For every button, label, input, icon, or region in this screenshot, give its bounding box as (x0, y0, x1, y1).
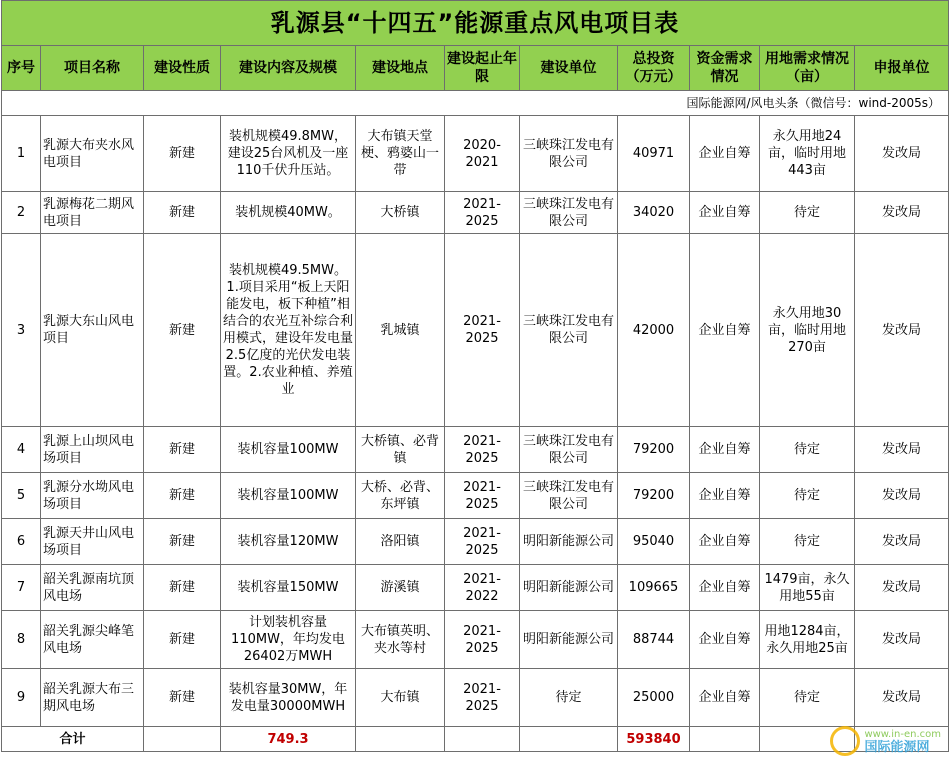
watermark-cn: 国际能源网 (864, 740, 930, 755)
table-title: 乳源县“十四五”能源重点风电项目表 (2, 1, 949, 46)
cell-name: 乳源分水坳风电场项目 (41, 473, 144, 519)
title-row (2, 1, 949, 46)
total-row (2, 727, 949, 752)
cell-land: 待定 (760, 669, 855, 727)
cell-land: 待定 (760, 427, 855, 473)
cell-unit: 三峡珠江发电有限公司 (520, 427, 618, 473)
cell-unit: 三峡珠江发电有限公司 (520, 192, 618, 234)
table-row (2, 669, 949, 727)
cell-period: 2021-2025 (445, 669, 520, 727)
cell-funding: 企业自筹 (690, 473, 760, 519)
cell-funding: 企业自筹 (690, 611, 760, 669)
sun-logo-icon (830, 726, 860, 756)
cell-investment: 79200 (618, 427, 690, 473)
cell-report: 发改局 (855, 519, 949, 565)
cell-seq: 4 (2, 427, 41, 473)
watermark-en: www.in-en.com (864, 729, 941, 740)
cell-land: 永久用地24亩，临时用地443亩 (760, 116, 855, 192)
table-row (2, 519, 949, 565)
cell-funding: 企业自筹 (690, 519, 760, 565)
cell-content: 装机规模49.8MW，建设25台风机及一座110千伏升压站。 (221, 116, 356, 192)
cell-seq: 2 (2, 192, 41, 234)
source-row (2, 91, 949, 116)
cell-nature: 新建 (144, 116, 221, 192)
cell-investment: 79200 (618, 473, 690, 519)
cell-nature: 新建 (144, 234, 221, 427)
cell-seq: 3 (2, 234, 41, 427)
cell-period: 2021-2025 (445, 473, 520, 519)
cell-name: 乳源大东山风电项目 (41, 234, 144, 427)
cell-location: 大布镇英明、夹水等村 (356, 611, 445, 669)
cell-nature: 新建 (144, 427, 221, 473)
cell-content: 计划装机容量110MW，年均发电26402万MWH (221, 611, 356, 669)
cell-content: 装机容量100MW (221, 427, 356, 473)
cell-unit: 明阳新能源公司 (520, 611, 618, 669)
cell-content: 装机容量150MW (221, 565, 356, 611)
table-row (2, 116, 949, 192)
header-unit: 建设单位 (520, 46, 618, 91)
source-note: 国际能源网/风电头条（微信号：wind-2005s） (2, 91, 949, 116)
cell-seq: 5 (2, 473, 41, 519)
header-location: 建设地点 (356, 46, 445, 91)
cell-unit: 明阳新能源公司 (520, 565, 618, 611)
cell-investment: 88744 (618, 611, 690, 669)
total-empty (690, 727, 760, 752)
cell-land: 1479亩，永久用地55亩 (760, 565, 855, 611)
total-empty (445, 727, 520, 752)
cell-unit: 明阳新能源公司 (520, 519, 618, 565)
cell-nature: 新建 (144, 519, 221, 565)
cell-land: 待定 (760, 192, 855, 234)
cell-seq: 8 (2, 611, 41, 669)
cell-seq: 9 (2, 669, 41, 727)
cell-location: 大桥镇、必背镇 (356, 427, 445, 473)
cell-unit: 待定 (520, 669, 618, 727)
header-content: 建设内容及规模 (221, 46, 356, 91)
cell-content: 装机规模40MW。 (221, 192, 356, 234)
cell-report: 发改局 (855, 427, 949, 473)
cell-location: 大布镇 (356, 669, 445, 727)
cell-content: 装机容量120MW (221, 519, 356, 565)
cell-unit: 三峡珠江发电有限公司 (520, 234, 618, 427)
watermark (830, 726, 941, 756)
cell-nature: 新建 (144, 192, 221, 234)
table-row (2, 565, 949, 611)
cell-name: 乳源天井山风电场项目 (41, 519, 144, 565)
cell-funding: 企业自筹 (690, 116, 760, 192)
cell-name: 韶关乳源南坑顶风电场 (41, 565, 144, 611)
header-period: 建设起止年限 (445, 46, 520, 91)
cell-location: 大桥镇 (356, 192, 445, 234)
cell-report: 发改局 (855, 234, 949, 427)
cell-report: 发改局 (855, 116, 949, 192)
cell-investment: 109665 (618, 565, 690, 611)
cell-seq: 6 (2, 519, 41, 565)
header-investment: 总投资（万元） (618, 46, 690, 91)
cell-report: 发改局 (855, 473, 949, 519)
cell-report: 发改局 (855, 565, 949, 611)
cell-name: 乳源上山坝风电场项目 (41, 427, 144, 473)
cell-report: 发改局 (855, 669, 949, 727)
cell-land: 用地1284亩，永久用地25亩 (760, 611, 855, 669)
cell-content: 装机规模49.5MW。1.项目采用“板上天阳能发电，板下种植”相结合的农光互补综合利用模式，建设年发电量2.5亿度的光伏发电装置。2.农业种植、养殖业 (221, 234, 356, 427)
cell-investment: 25000 (618, 669, 690, 727)
total-investment: 593840 (618, 727, 690, 752)
cell-investment: 42000 (618, 234, 690, 427)
total-capacity: 749.3 (221, 727, 356, 752)
cell-report: 发改局 (855, 611, 949, 669)
cell-name: 韶关乳源大布三期风电场 (41, 669, 144, 727)
cell-funding: 企业自筹 (690, 427, 760, 473)
cell-content: 装机容量100MW (221, 473, 356, 519)
header-land: 用地需求情况（亩） (760, 46, 855, 91)
cell-land: 永久用地30亩，临时用地270亩 (760, 234, 855, 427)
cell-funding: 企业自筹 (690, 192, 760, 234)
table-row (2, 234, 949, 427)
wind-project-table (1, 0, 949, 755)
cell-land: 待定 (760, 473, 855, 519)
cell-nature: 新建 (144, 473, 221, 519)
cell-unit: 三峡珠江发电有限公司 (520, 116, 618, 192)
cell-funding: 企业自筹 (690, 234, 760, 427)
table-row (2, 427, 949, 473)
cell-location: 游溪镇 (356, 565, 445, 611)
header-nature: 建设性质 (144, 46, 221, 91)
cell-funding: 企业自筹 (690, 565, 760, 611)
cell-nature: 新建 (144, 669, 221, 727)
header-name: 项目名称 (41, 46, 144, 91)
cell-period: 2021-2025 (445, 611, 520, 669)
cell-period: 2021-2025 (445, 427, 520, 473)
cell-name: 乳源梅花二期风电项目 (41, 192, 144, 234)
cell-seq: 7 (2, 565, 41, 611)
total-empty (144, 727, 221, 752)
cell-name: 韶关乳源尖峰笔风电场 (41, 611, 144, 669)
cell-period: 2021-2025 (445, 234, 520, 427)
cell-period: 2021-2025 (445, 519, 520, 565)
cell-location: 乳城镇 (356, 234, 445, 427)
total-label: 合计 (2, 727, 144, 752)
header-report: 申报单位 (855, 46, 949, 91)
header-row (2, 46, 949, 91)
cell-investment: 34020 (618, 192, 690, 234)
cell-name: 乳源大布夹水风电项目 (41, 116, 144, 192)
header-funding: 资金需求情况 (690, 46, 760, 91)
cell-location: 大布镇天堂梗、鸦婆山一带 (356, 116, 445, 192)
total-empty (520, 727, 618, 752)
cell-funding: 企业自筹 (690, 669, 760, 727)
cell-report: 发改局 (855, 192, 949, 234)
total-empty (356, 727, 445, 752)
cell-period: 2021-2022 (445, 565, 520, 611)
table-row (2, 611, 949, 669)
cell-nature: 新建 (144, 565, 221, 611)
cell-investment: 40971 (618, 116, 690, 192)
cell-location: 洛阳镇 (356, 519, 445, 565)
cell-location: 大桥、必背、东坪镇 (356, 473, 445, 519)
table-row (2, 192, 949, 234)
watermark-text (864, 728, 941, 754)
cell-investment: 95040 (618, 519, 690, 565)
cell-period: 2020-2021 (445, 116, 520, 192)
cell-seq: 1 (2, 116, 41, 192)
cell-land: 待定 (760, 519, 855, 565)
cell-nature: 新建 (144, 611, 221, 669)
cell-period: 2021-2025 (445, 192, 520, 234)
table-row (2, 473, 949, 519)
cell-content: 装机容量30MW，年发电量30000MWH (221, 669, 356, 727)
cell-unit: 三峡珠江发电有限公司 (520, 473, 618, 519)
header-seq: 序号 (2, 46, 41, 91)
